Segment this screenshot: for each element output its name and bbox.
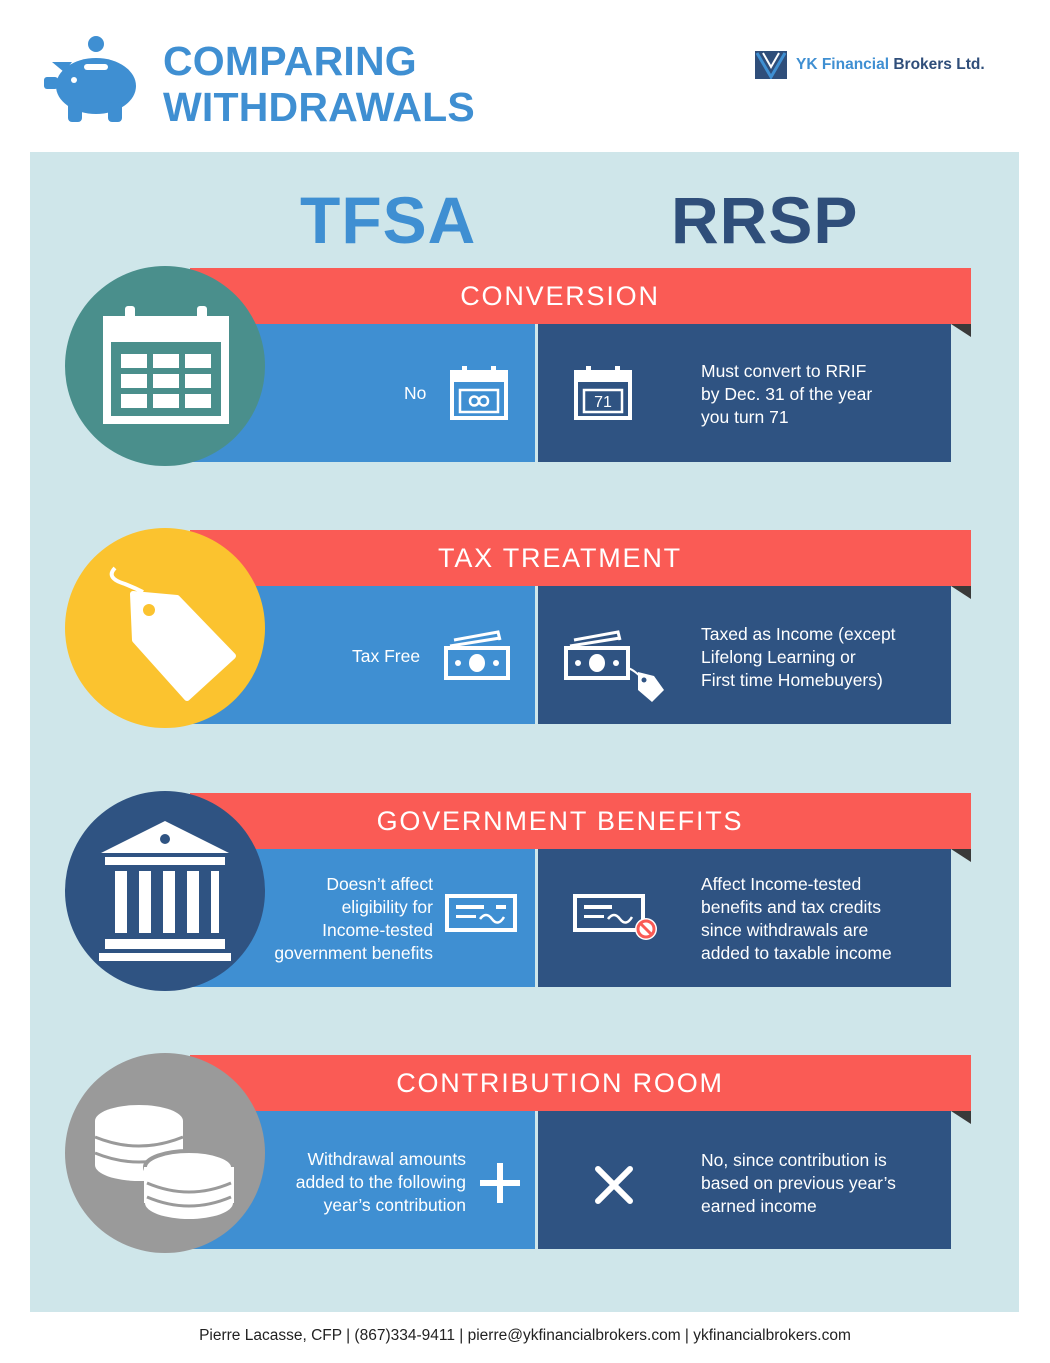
price-tag-icon	[65, 528, 265, 728]
x-icon	[594, 1165, 634, 1205]
tfsa-line: Withdrawal amounts	[307, 1149, 466, 1169]
rrsp-line: Affect Income-tested	[701, 874, 862, 894]
section-heading: GOVERNMENT BENEFITS	[376, 805, 744, 836]
cash-icon	[442, 628, 514, 682]
section-contribution-room	[0, 1053, 1050, 1253]
plus-icon	[478, 1161, 522, 1205]
coins-icon	[65, 1053, 265, 1253]
banner-fold	[951, 324, 971, 337]
rrsp-line: based on previous year’s	[701, 1173, 896, 1193]
rrsp-line: Lifelong Learning or	[701, 647, 856, 667]
brand-name-part1: YK Financial	[796, 56, 890, 73]
yk-logo-icon	[755, 51, 787, 79]
section-tax-treatment	[0, 528, 1050, 728]
tfsa-line: eligibility for	[341, 897, 433, 917]
calendar-71-label: 71	[594, 394, 612, 411]
rrsp-cell	[538, 324, 951, 462]
rrsp-line: Taxed as Income (except	[701, 624, 896, 644]
bank-building-icon	[65, 791, 265, 991]
calendar-71-icon	[574, 364, 632, 420]
section-heading: TAX TREATMENT	[438, 542, 682, 573]
column-heading-tfsa: TFSA	[300, 183, 477, 257]
brand	[755, 50, 985, 80]
rrsp-line: added to taxable income	[701, 943, 892, 963]
brand-name	[796, 56, 985, 74]
tfsa-line: Doesn’t affect	[326, 874, 433, 894]
tfsa-text: Tax Free	[352, 646, 421, 666]
rrsp-line: benefits and tax credits	[701, 897, 881, 917]
section-icon-circle	[65, 791, 265, 991]
rrsp-text	[701, 873, 892, 965]
section-heading: CONVERSION	[460, 280, 660, 311]
header	[0, 0, 1050, 152]
rrsp-line: you turn 71	[701, 407, 789, 427]
footer-contact: Pierre Lacasse, CFP | (867)334-9411 | pierre@ykfinancialbrokers.com | ykfinancialbrokers.com	[199, 1327, 851, 1344]
column-heading-rrsp: RRSP	[671, 183, 859, 257]
tfsa-text	[296, 1148, 466, 1217]
rrsp-line: since withdrawals are	[701, 920, 869, 940]
section-conversion	[0, 266, 1050, 466]
rrsp-text	[701, 1149, 896, 1218]
rrsp-cell	[538, 849, 951, 987]
rrsp-text	[701, 623, 896, 692]
banner-fold	[951, 586, 971, 599]
rrsp-line: Must convert to RRIF	[701, 361, 867, 381]
section-icon-circle	[65, 266, 265, 466]
page-title	[163, 38, 475, 130]
cash-tag-icon	[562, 628, 666, 706]
section-heading: CONTRIBUTION ROOM	[396, 1067, 724, 1098]
piggy-bank-icon	[44, 32, 140, 124]
rrsp-line: No, since contribution is	[701, 1150, 887, 1170]
brand-name-part2: Brokers Ltd.	[893, 56, 985, 73]
section-icon-circle	[65, 1053, 265, 1253]
cheque-icon	[444, 893, 518, 933]
tfsa-line: added to the following	[295, 1172, 466, 1192]
title-line-2: WITHDRAWALS	[163, 84, 475, 130]
section-government-benefits	[0, 791, 1050, 991]
tfsa-line: Income-tested	[322, 920, 433, 940]
rrsp-line: by Dec. 31 of the year	[701, 384, 873, 404]
calendar-icon	[65, 266, 265, 466]
section-icon-circle	[65, 528, 265, 728]
cheque-blocked-icon	[572, 893, 662, 945]
calendar-infinity-icon	[450, 364, 508, 420]
rrsp-line: earned income	[701, 1196, 817, 1216]
rrsp-cell	[538, 586, 951, 724]
title-line-1: COMPARING	[163, 38, 417, 84]
rrsp-cell	[538, 1111, 951, 1249]
tfsa-line: government benefits	[274, 943, 433, 963]
tfsa-line: year’s contribution	[323, 1195, 466, 1215]
banner-fold	[951, 1111, 971, 1124]
rrsp-text	[701, 360, 872, 429]
banner-fold	[951, 849, 971, 862]
tfsa-text: No	[404, 383, 427, 403]
tfsa-text	[274, 873, 433, 965]
rrsp-line: First time Homebuyers)	[701, 670, 883, 690]
